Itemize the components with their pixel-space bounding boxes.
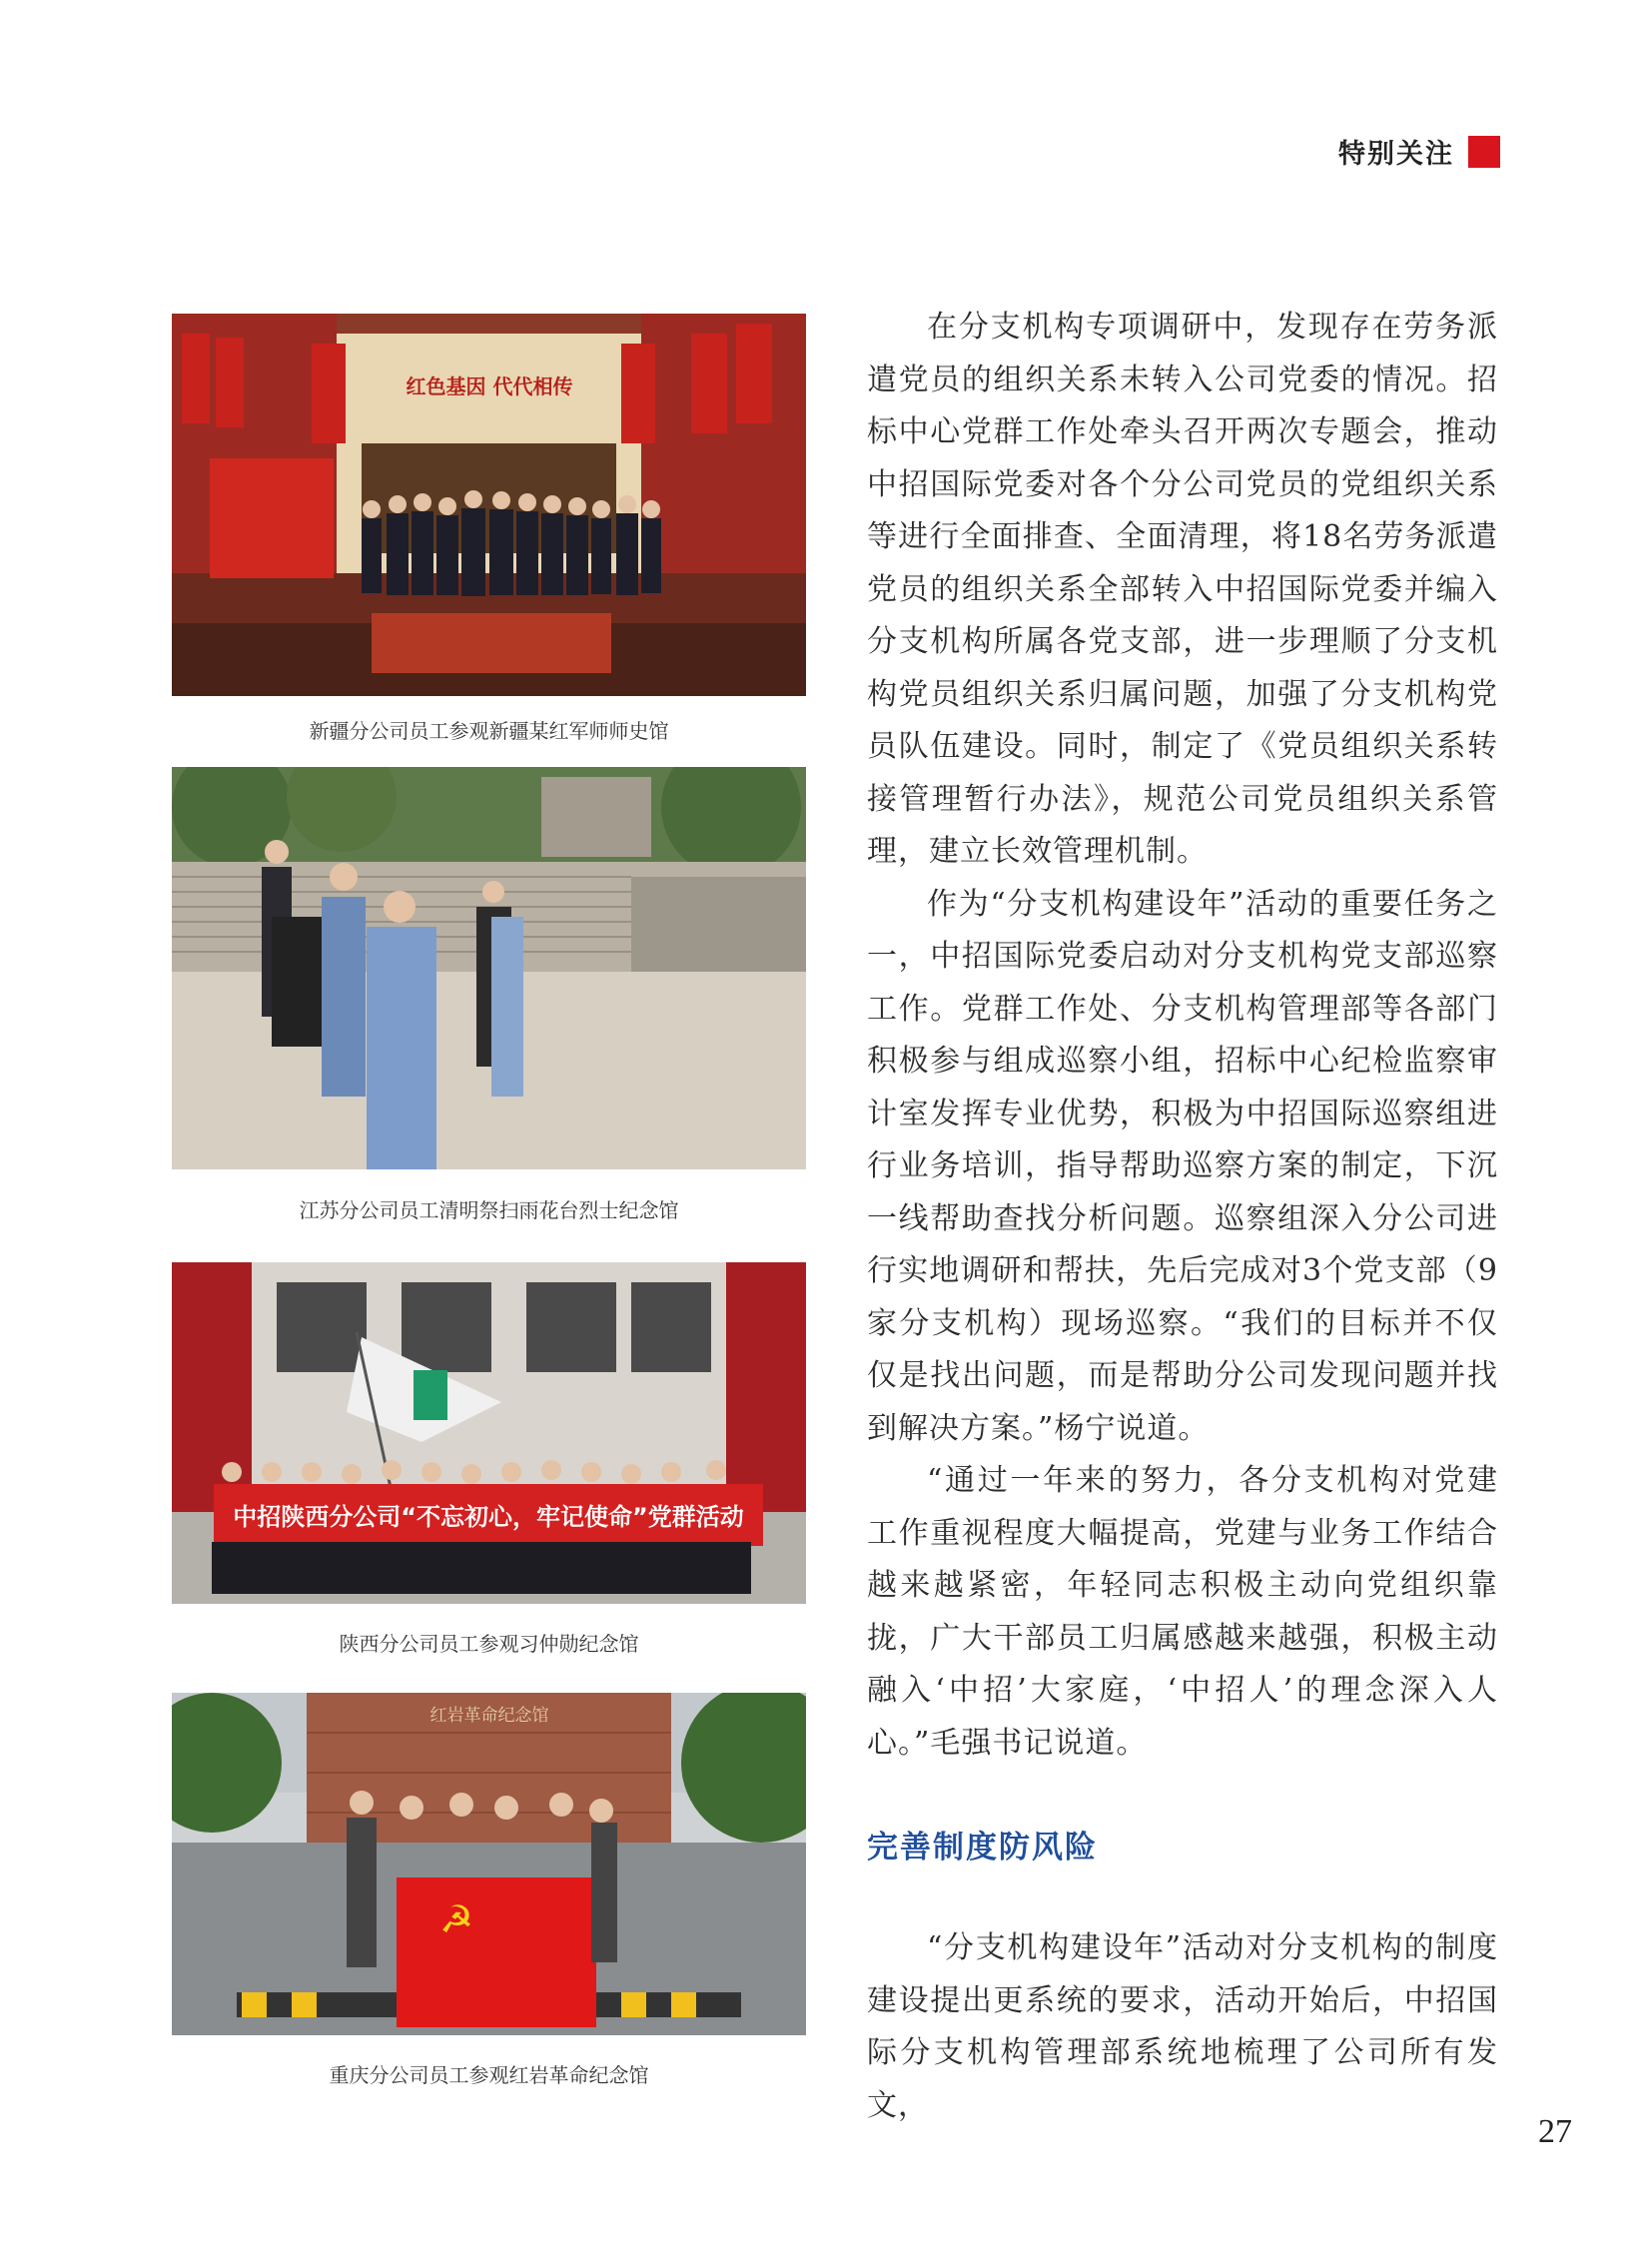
- body-paragraph-4: “分支机构建设年”活动对分支机构的制度建设提出更系统的要求，活动开始后，中招国际分支机构管理部系统地梳理了公司所有发文，: [867, 1930, 1498, 2123]
- section-title: 特别关注: [1338, 139, 1454, 170]
- article-body-top: [867, 302, 1498, 1770]
- page-number: 27: [1538, 2113, 1572, 2150]
- photo-caption-jiangsu: 江苏分公司员工清明祭扫雨花台烈士纪念馆: [299, 1198, 679, 1222]
- photo-jiangsu-image: [172, 767, 806, 1169]
- photo-caption-chongqing: 重庆分公司员工参观红岩革命纪念馆: [329, 2063, 649, 2087]
- photo-shaanxi-memorial: [172, 1262, 806, 1604]
- red-square-marker: [1468, 136, 1500, 168]
- article-body-bottom: [867, 1922, 1498, 2132]
- body-paragraph-1: 在分支机构专项调研中，发现存在劳务派遣党员的组织关系未转入公司党委的情况。招标中心党群工作处牵头召开两次专题会，推动中招国际党委对各个分公司党员的党组织关系等进行全面排查、全面清理，将18名劳务派遣党员的组织关系全部转入中招国际党委并编入分支机构所属各党支部，进一步理顺了分支机构党员组织关系归属问题，加强了分支机构党员队伍建设。同时，制定了《党员组织关系转接管理暂行办法》，规范公司党员组织关系管理，建立长效管理机制。: [867, 310, 1498, 869]
- photo-shaanxi-image: [172, 1262, 806, 1604]
- photo-jiangsu-memorial: [172, 767, 806, 1169]
- svg-text:☭: ☭: [439, 1897, 474, 1941]
- banner-text: 中招陕西分公司“不忘初心，牢记使命”党群活动: [233, 1503, 744, 1531]
- photo-xinjiang-image: [172, 314, 806, 696]
- photo-chongqing-memorial: [172, 1693, 806, 2035]
- photo-caption-shaanxi: 陕西分公司员工参观习仲勋纪念馆: [339, 1632, 639, 1656]
- photo-chongqing-image: [172, 1693, 806, 2035]
- section-heading: 完善制度防风险: [867, 1830, 1098, 1866]
- body-paragraph-3: “通过一年来的努力，各分支机构对党建工作重视程度大幅提高，党建与业务工作结合越来越紧密，年轻同志积极主动向党组织靠拢，广大干部员工归属感越来越强，积极主动融入‘中招’大家庭，‘中招人’的理念深入人心。”毛强书记说道。: [867, 1463, 1498, 1761]
- body-paragraph-2: 作为“分支机构建设年”活动的重要任务之一，中招国际党委启动对分支机构党支部巡察工作。党群工作处、分支机构管理部等各部门积极参与组成巡察小组，招标中心纪检监察审计室发挥专业优势，积极为中招国际巡察组进行业务培训，指导帮助巡察方案的制定，下沉一线帮助查找分析问题。巡察组深入分公司进行实地调研和帮扶，先后完成对3个党支部（9家分支机构）现场巡察。“我们的目标并不仅仅是找出问题，而是帮助分公司发现问题并找到解决方案。”杨宁说道。: [867, 886, 1498, 1446]
- banner-text: 红色基因 代代相传: [406, 374, 573, 398]
- photo-xinjiang-museum: [172, 314, 806, 696]
- section-header: [1338, 132, 1500, 171]
- photo-caption-xinjiang: 新疆分公司员工参观新疆某红军师师史馆: [309, 719, 669, 743]
- building-text: 红岩革命纪念馆: [429, 1706, 549, 1726]
